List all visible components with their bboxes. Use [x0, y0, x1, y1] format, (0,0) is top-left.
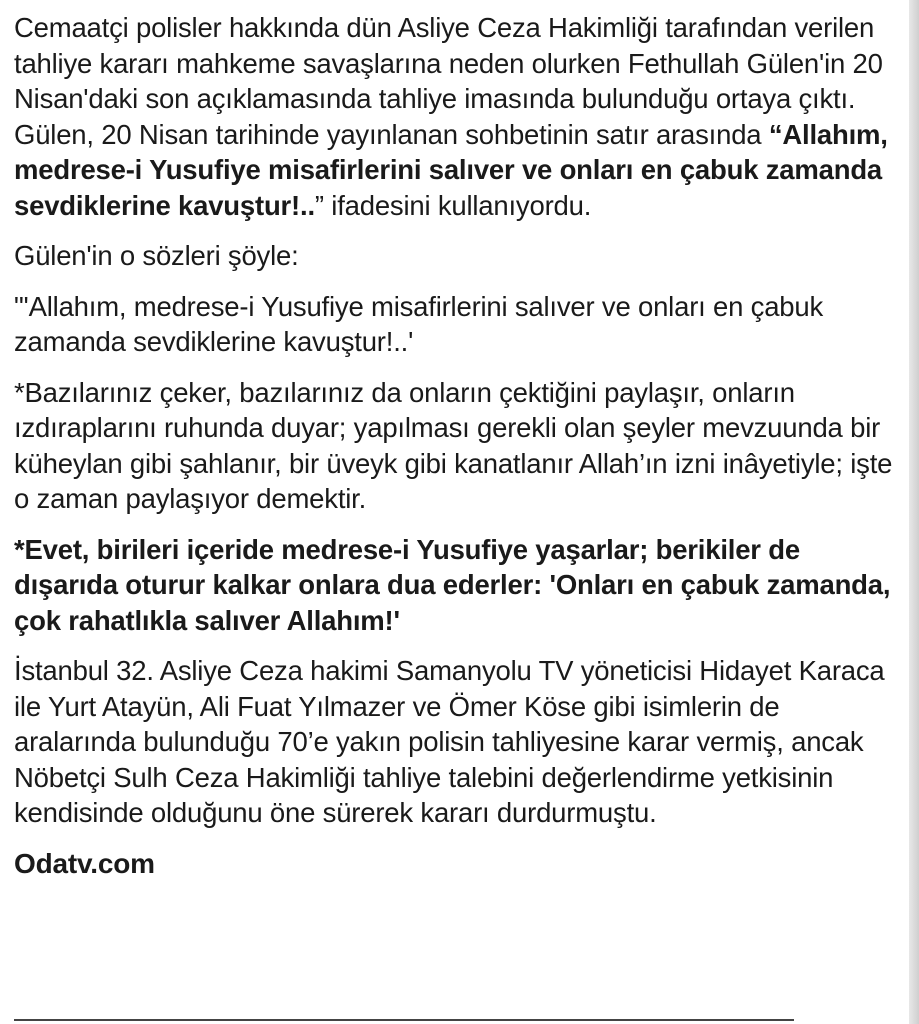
- page-edge-shadow: [909, 0, 919, 1024]
- intro-tail: ” ifadesini kullanıyordu.: [314, 189, 592, 221]
- source-credit: Odatv.com: [14, 847, 155, 879]
- paragraph-sharing: *Bazılarınız çeker, bazılarınız da onların çektiğini paylaşır, onların ızdıraplarını ruhunda duyar; yapılması gerekli olan şeyler mevzuunda bir küheylan gibi şahlanır, bir üveyk gibi kanatlanır Allah’ın izni inâyetiyle; işte o zaman paylaşıyor demektir.: [14, 376, 893, 514]
- paragraph-intro: [14, 10, 904, 223]
- paragraph-court: İstanbul 32. Asliye Ceza hakimi Samanyolu TV yöneticisi Hidayet Karaca ile Yurt Atayün, Ali Fuat Yılmazer ve Ömer Köse gibi isimlerin de aralarında bulunduğu 70’e yakın polisin tahliyesine karar vermiş, ancak Nöbetçi Sulh Ceza Hakimliği tahliye talebini değerlendirme yetkisinin kendisinde olduğunu öne sürerek kararı durdurmuştu.: [14, 655, 885, 828]
- bottom-divider: [14, 1019, 794, 1021]
- paragraph-quote-intro: Gülen'in o sözleri şöyle:: [14, 240, 299, 271]
- article-body: [14, 10, 904, 881]
- intro-quote-bold: “Allahım, medrese-i Yusufiye misafirlerini salıver ve onları en çabuk zamanda sevdiklerine kavuştur!..: [14, 118, 888, 221]
- intro-text: Cemaatçi polisler hakkında dün Asliye Ceza Hakimliği tarafından verilen tahliye kararı mahkeme savaşlarına neden olurken Fethullah Gülen'in 20 Nisan'daki son açıklamasında tahliye imasında bulunduğu ortaya çıktı. Gülen, 20 Nisan tarihinde yayınlanan sohbetinin satır arasında: [14, 12, 883, 150]
- paragraph-quote: "'Allahım, medrese-i Yusufiye misafirlerini salıver ve onları en çabuk zamanda sevdiklerine kavuştur!..': [14, 290, 824, 357]
- paragraph-bold-prayer: *Evet, birileri içeride medrese-i Yusufiye yaşarlar; berikiler de dışarıda oturur kalkar onlara dua ederler: 'Onları en çabuk zamanda, çok rahatlıkla salıver Allahım!': [14, 533, 891, 636]
